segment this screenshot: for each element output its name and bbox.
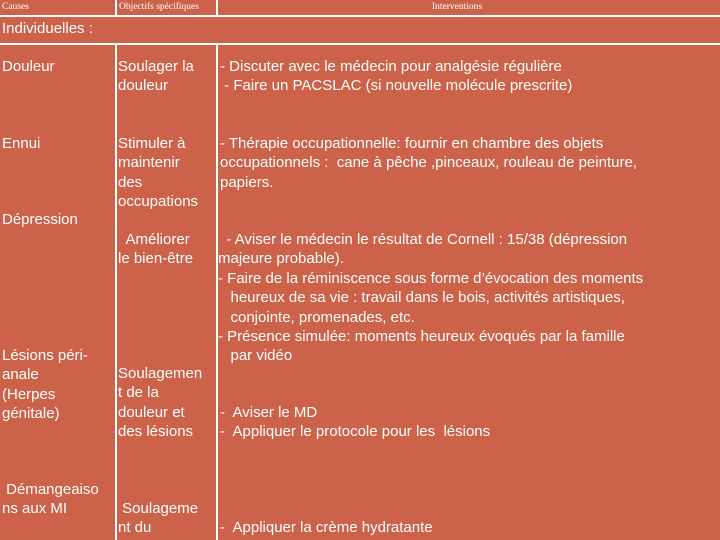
- cause-lesions: Lésions péri- anale (Herpes génitale): [2, 347, 88, 423]
- intervention-ennui: - Thérapie occupationnelle: fournir en chambre des objets occupationnels : cane à pêche ,pinceaux, rouleau de peinture, papiers.: [220, 135, 637, 191]
- cause-ennui: Ennui: [2, 135, 41, 152]
- cause-douleur: Douleur: [2, 58, 55, 75]
- intervention-depression: - Aviser le médecin le résultat de Cornell : 15/38 (dépression majeure probable). - Faire de la réminiscence sous forme d’évocation des moments heureux de sa vie : travail dans le bois, activités artistiques, conjointe, promenades, etc. - Présence simulée: moments heureux évoqués par la famille par vidéo: [218, 231, 644, 365]
- objectif-depression: Améliorer le bien-être: [118, 231, 194, 268]
- section-row: [0, 17, 720, 43]
- body-col1: [0, 45, 115, 540]
- intervention-douleur: - Discuter avec le médecin pour analgésie régulière - Faire un PACSLAC (si nouvelle molécule prescrite): [220, 58, 573, 95]
- objectif-lesions: Soulagemen t de la douleur et des lésions: [118, 365, 203, 441]
- objectif-demangeaisons: Soulageme nt du: [118, 500, 199, 537]
- cause-demangeaisons: Démangeaiso ns aux MI: [2, 481, 99, 518]
- intervention-lesions: - Aviser le MD - Appliquer le protocole pour les lésions: [220, 404, 491, 441]
- body-col2: [117, 45, 216, 540]
- header-objectifs: Objectifs spécifiques: [119, 2, 199, 12]
- header-interventions: Interventions: [432, 2, 483, 12]
- intervention-demangeaisons: - Appliquer la crème hydratante: [220, 519, 433, 536]
- section-title: Individuelles :: [2, 20, 93, 37]
- cause-depression: Dépression: [2, 211, 78, 228]
- header-causes: Causes: [2, 2, 29, 12]
- objectif-douleur: Soulager la douleur: [118, 58, 194, 95]
- objectif-ennui: Stimuler à maintenir des occupations: [118, 135, 199, 211]
